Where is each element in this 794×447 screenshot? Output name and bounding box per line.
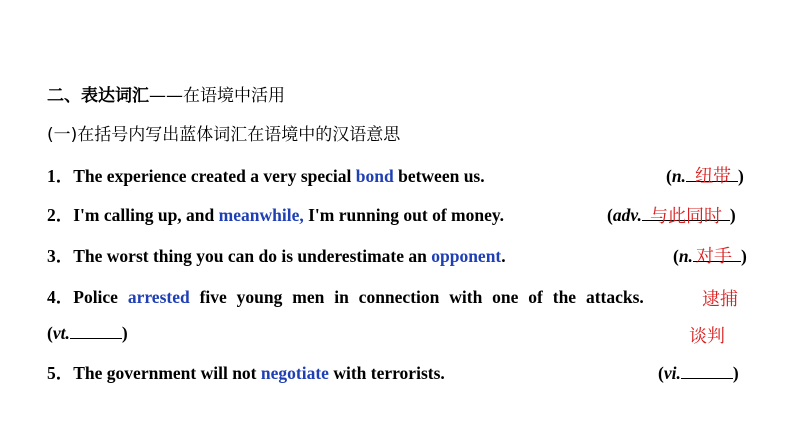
answer-bracket-3: (n. ) [673,246,747,266]
keyword: bond [355,166,394,186]
answer-bracket-5: (vi. ) [658,363,739,383]
sentence-2 [47,204,504,226]
answer-bracket-4: (vt. ) [47,323,128,343]
item-number: 4． [47,287,74,307]
keyword: opponent [431,246,502,266]
item-number: 1． [47,166,74,186]
keyword: arrested [127,287,190,307]
answer-4: 逮捕 [702,289,738,310]
sentence-text: I'm calling up, and [73,205,219,225]
section-heading-rest: ——在语境中活用 [149,86,285,106]
sentence-4 [47,286,644,308]
sentence-text: five young men in connection with one of the attacks. [189,287,644,307]
sentence-text: I'm running out of money. [303,205,505,225]
sentence-1 [47,165,485,187]
sentence-5 [47,362,445,384]
answer-5: 谈判 [689,326,725,347]
item-number: 3． [47,246,74,266]
sentence-text: The worst thing you can do is underestimate an [73,246,432,266]
sentence-text: Police [73,287,128,307]
part-of-speech: vt. [52,323,70,343]
item-number: 2． [47,205,74,225]
answer-2: 与此同时 [650,206,722,227]
part-of-speech: n. [671,166,686,186]
subheading-text: (一)在括号内写出蓝体词汇在语境中的汉语意思 [47,125,401,145]
sentence-text: . [501,246,506,266]
answer-blank[interactable] [681,362,733,379]
part-of-speech: vi. [663,363,681,383]
sentence-text: The government will not [73,363,261,383]
sentence-text: with terrorists. [328,363,445,383]
section-subheading [47,124,400,146]
sentence-text: The experience created a very special [73,166,356,186]
keyword: meanwhile, [218,205,304,225]
part-of-speech: n. [678,246,693,266]
answer-3: 对手 [696,246,732,267]
part-of-speech: adv. [612,205,642,225]
answer-blank[interactable] [70,322,122,339]
answer-bracket-2: (adv. ) [607,205,736,225]
answer-1: 纽带 [695,166,731,187]
answer-bracket-1: (n. ) [666,166,744,186]
keyword: negotiate [260,363,329,383]
section-heading [47,85,285,107]
section-heading-bold: 二、表达词汇 [47,86,149,106]
sentence-3 [47,245,506,267]
sentence-text: between us. [393,166,485,186]
item-number: 5． [47,363,74,383]
